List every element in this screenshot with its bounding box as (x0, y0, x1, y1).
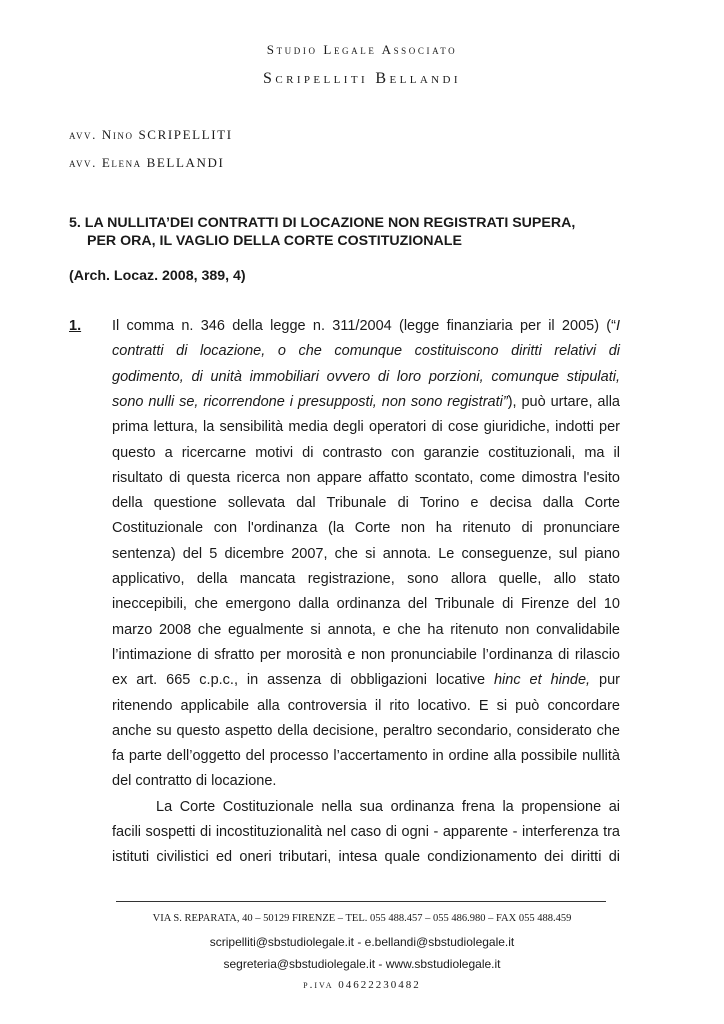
body-line (112, 746, 620, 766)
body-line-italic: contratti di locazione, o che comunque costituiscono diritti relativi di (112, 343, 620, 360)
body-line-text: ), può urtare, alla (507, 393, 620, 410)
body-line (112, 594, 620, 614)
body-line-text: risultato di questa ricerca non appare affatto scontato, come dimostra l'esito (112, 469, 620, 486)
firm-name-line2: Scripelliti Bellandi (263, 70, 461, 87)
body-line (112, 771, 620, 791)
body-line (112, 822, 620, 842)
body-line-text: della questione sollevata dal Tribunale di Torino e decisa dalla Corte (112, 495, 620, 512)
body-line (112, 493, 620, 513)
body-line-text: pur (590, 672, 620, 689)
body-line-italic: sono nulli se, ricorrendone i presupposti, non sono registrati” (112, 393, 508, 410)
article-reference: (Arch. Locaz. 2008, 389, 4) (69, 268, 246, 284)
body-line-italic: hinc et hinde, (493, 672, 591, 689)
body-line (112, 468, 620, 488)
body-line-text: marzo 2008 che egualmente si annota, e che ha ritenuto non convalidabile (112, 621, 620, 638)
body-line-text: anche su questo aspetto della decisione, peraltro secondario, considerato che (112, 722, 620, 739)
firm-name-line1: Studio Legale Associato (266, 42, 458, 57)
body-line-text: questo a ricercarne motivi di contrasto con garanzie costituzionali, ma il (112, 444, 620, 461)
body-line-text: fa parte dell’oggetto del processo l’accertamento in ordine alla possibile nullità (112, 748, 620, 765)
lawyer-name-2: avv. Elena BELLANDI (69, 155, 225, 170)
body-line-text: Il comma n. 346 della legge n. 311/2004 (legge finanziaria per il 2005) (“ (112, 318, 616, 334)
footer-divider (116, 901, 606, 902)
body-line-text: ritenendo applicabile alla controversia il rito locativo. E si può concordare (112, 697, 620, 714)
article-title-line2: PER ORA, IL VAGLIO DELLA CORTE COSTITUZIONALE (87, 233, 462, 249)
body-line-text: ineccepibili, che emergono dalla ordinanza del Tribunale di Firenze del 10 (112, 596, 620, 613)
footer-vat: p.iva 04622230482 (303, 979, 421, 991)
body-line-text: istituti civilistici ed oneri tributari, intesa quale condizionamento dei diritti di (112, 849, 620, 866)
lawyer-name-1: avv. Nino SCRIPELLITI (69, 127, 233, 142)
body-line (112, 392, 620, 412)
body-line-text: applicativo, della mancata registrazione, sono allora quelle, allo stato (112, 571, 620, 587)
body-line-text: l’intimazione di sfratto per morosità e non pronunciabile l’ordinanza di rilascio (112, 646, 620, 663)
body-line (112, 721, 620, 741)
body-line (156, 797, 620, 817)
body-line (112, 696, 620, 716)
body-line (112, 645, 620, 665)
footer-address: VIA S. REPARATA, 40 – 50129 FIRENZE – TEL. 055 488.457 – 055 486.980 – FAX 055 488.459 (152, 913, 572, 924)
body-line (112, 518, 620, 538)
body-line (112, 367, 620, 387)
body-line (112, 670, 620, 690)
body-line-italic: godimento, di unità immobiliari ovvero di loro porzioni, comunque stipulati, (112, 368, 620, 385)
footer-contacts: segreteria@sbstudiolegale.it - www.sbstudiolegale.it (223, 957, 501, 971)
body-line (112, 847, 620, 867)
body-line-text: Costituzionale con l'ordinanza (la Corte non ha ritenuto di pronunciare (112, 520, 620, 537)
body-line (112, 417, 620, 437)
body-line (112, 341, 620, 361)
body-line (112, 316, 620, 336)
body-line-italic: I (615, 318, 620, 334)
footer-emails: scripelliti@sbstudiolegale.it - e.bellandi@sbstudiolegale.it (209, 935, 515, 949)
body-line-text: sentenza) del 5 dicembre 2007, che si annota. Le conseguenze, sul piano (112, 545, 620, 562)
body-line (112, 544, 620, 564)
body-line-text: ex art. 665 c.p.c., in assenza di obbligazioni locative (112, 672, 494, 689)
body-line (112, 620, 620, 640)
body-line-text: La Corte Costituzionale nella sua ordinanza frena la propensione ai (156, 798, 620, 815)
article-title-line1: 5. LA NULLITA’DEI CONTRATTI DI LOCAZIONE NON REGISTRATI SUPERA, (69, 215, 576, 231)
body-line (112, 443, 620, 463)
body-line-text: prima lettura, la sensibilità media degli operatori di cose giuridiche, indotti per (112, 419, 620, 436)
body-line-text: facili sospetti di incostituzionalità nel caso di ogni - apparente - interferenza tra (112, 824, 620, 840)
section-number: 1. (69, 318, 82, 334)
body-line (112, 569, 620, 589)
body-line-text: del contratto di locazione. (112, 773, 277, 790)
